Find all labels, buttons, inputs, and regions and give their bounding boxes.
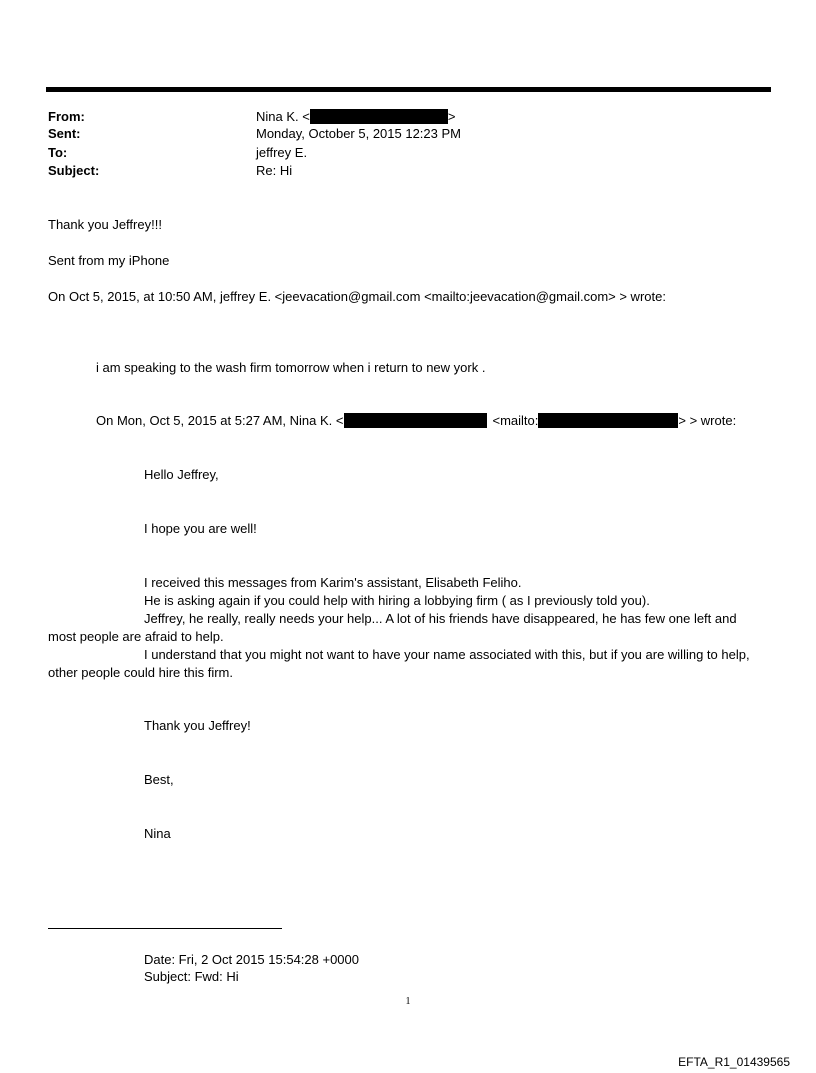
closing: Best, (144, 772, 174, 787)
sent-label: Sent: (48, 126, 81, 141)
paragraph-2: He is asking again if you could help with hiring a lobbying firm ( as I previously told you). (144, 593, 650, 608)
forwarded-subject: Subject: Fwd: Hi (144, 969, 239, 984)
separator-line (48, 928, 282, 929)
quote1-header: On Oct 5, 2015, at 10:50 AM, jeffrey E. <jeevacation@gmail.com <mailto:jeevacation@gmail.com> > wrote: (48, 289, 666, 304)
quote2-suffix: > > wrote: (678, 413, 737, 428)
to-value: jeffrey E. (256, 145, 308, 160)
from-value (256, 108, 455, 126)
page-number: 1 (405, 996, 411, 1007)
quote1-text: i am speaking to the wash firm tomorrow when i return to new york . (96, 360, 486, 375)
sender-name: Nina (144, 826, 171, 841)
mobile-signature: Sent from my iPhone (48, 253, 170, 268)
sent-value: Monday, October 5, 2015 12:23 PM (256, 126, 461, 141)
quote2-prefix: On Mon, Oct 5, 2015 at 5:27 AM, Nina K. < (96, 413, 344, 428)
subject-label: Subject: (48, 163, 100, 178)
header-rule (46, 87, 771, 92)
hope-line: I hope you are well! (144, 521, 257, 536)
paragraph-1: I received this messages from Karim's assistant, Elisabeth Feliho. (144, 575, 522, 590)
redaction-bar (344, 413, 487, 428)
from-bracket: > (447, 109, 456, 124)
redaction-bar (538, 413, 678, 428)
redaction-bar (310, 109, 448, 124)
from-name: Nina K. < (256, 109, 310, 124)
thanks-line: Thank you Jeffrey! (144, 718, 251, 733)
greeting: Hello Jeffrey, (144, 467, 219, 482)
quote2-mailto: <mailto: (492, 413, 539, 428)
forwarded-date: Date: Fri, 2 Oct 2015 15:54:28 +0000 (144, 952, 360, 967)
reply-line: Thank you Jeffrey!!! (48, 217, 162, 232)
subject-value: Re: Hi (256, 163, 293, 178)
paragraph-3: Jeffrey, he really, really needs your help... A lot of his friends have disappeared, he has few one left and most people are afraid to help. (48, 611, 737, 644)
to-label: To: (48, 145, 68, 160)
quote2-header (96, 412, 736, 430)
from-label: From: (48, 109, 85, 124)
paragraph-4: I understand that you might not want to have your name associated with this, but if you are willing to help, other people could hire this firm. (48, 647, 750, 680)
document-id: EFTA_R1_01439565 (678, 1055, 790, 1069)
